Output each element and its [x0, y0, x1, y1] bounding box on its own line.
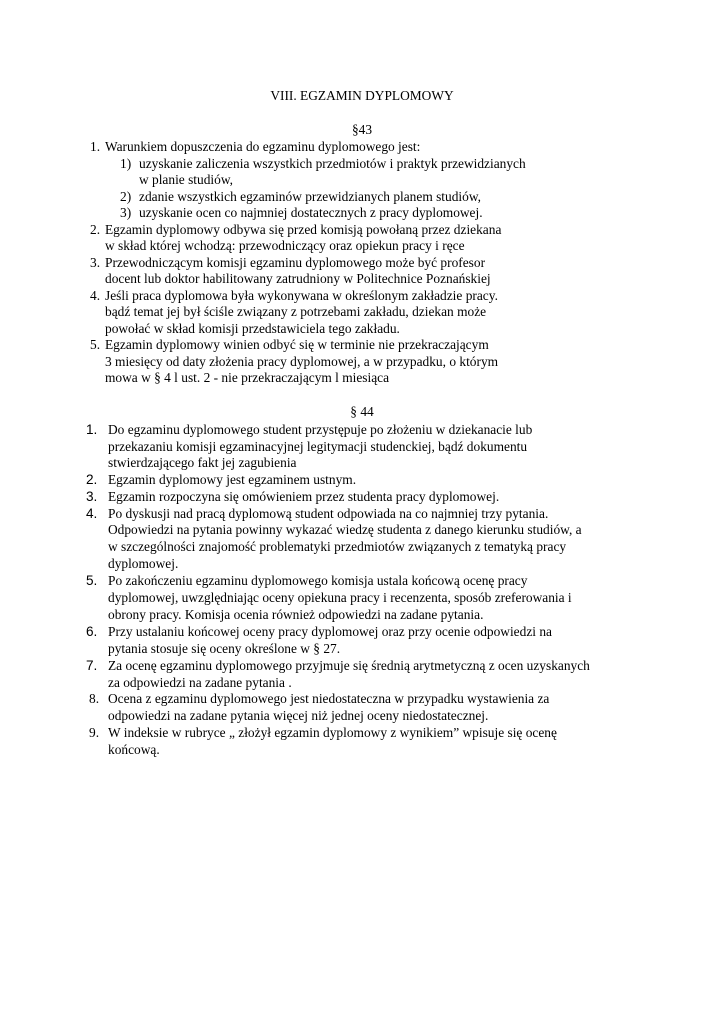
s44-item-7-number: 7. — [86, 658, 98, 673]
s44-item-2-number: 2. — [86, 472, 98, 487]
s44-item-8-line-2: odpowiedzi na zadane pytania więcej niż jednej oceny niedostatecznej. — [108, 708, 489, 723]
s44-item-8-line-1: Ocena z egzaminu dyplomowego jest niedostateczna w przypadku wystawienia za — [108, 691, 550, 706]
s44-item-6-line-1: Przy ustalaniu końcowej oceny pracy dyplomowej oraz przy ocenie odpowiedzi na — [108, 624, 552, 639]
s44-item-3-number: 3. — [86, 489, 98, 504]
s44-item-4-line-2: Odpowiedzi na pytania powinny wykazać wiedzę studenta z danego kierunku studiów, a — [108, 522, 582, 537]
s44-item-4-line-4: dyplomowej. — [108, 556, 179, 571]
s44-item-5-line-2: dyplomowej, uwzględniając oceny opiekuna pracy i recenzenta, sposób zreferowania i — [108, 590, 572, 605]
s43-item-4-line-2: bądź temat jej był ściśle związany z potrzebami zakładu, dziekan może — [105, 304, 487, 319]
s43-item-1-number: 1. — [90, 139, 101, 154]
section-43-heading: §43 — [351, 122, 373, 137]
s44-item-7-line-1: Za ocenę egzaminu dyplomowego przyjmuje się średnią arytmetyczną z ocen uzyskanych — [108, 658, 590, 673]
s43-item-5-line-3: mowa w § 4 l ust. 2 - nie przekraczającym l miesiąca — [105, 370, 390, 385]
s44-item-1-number: 1. — [86, 422, 98, 437]
s44-item-5-line-3: obrony pracy. Komisja ocenia również odpowiedzi na zadane pytania. — [108, 607, 484, 622]
s44-item-9-number: 9. — [89, 725, 100, 740]
s44-item-4-number: 4. — [86, 506, 98, 521]
s43-subitem-3-number: 3) — [120, 205, 132, 220]
s43-item-4-number: 4. — [90, 288, 101, 303]
s44-item-3-line-1: Egzamin rozpoczyna się omówieniem przez studenta pracy dyplomowej. — [108, 489, 500, 504]
s43-item-3-line-2: docent lub doktor habilitowany zatrudniony w Politechnice Poznańskiej — [105, 271, 491, 286]
s43-item-5-line-2: 3 miesięcy od daty złożenia pracy dyplomowej, a w przypadku, o którym — [105, 354, 499, 369]
s43-item-3-number: 3. — [90, 255, 101, 270]
s43-subitem-2-number: 2) — [120, 189, 132, 204]
s44-item-6-line-2: pytania stosuje się oceny określone w § 27. — [108, 641, 341, 656]
s44-item-7-line-2: za odpowiedzi na zadane pytania . — [108, 675, 292, 690]
s43-item-1-line-1: Warunkiem dopuszczenia do egzaminu dyplomowego jest: — [105, 139, 421, 154]
chapter-title: VIII. EGZAMIN DYPLOMOWY — [270, 88, 454, 103]
s44-item-4-line-1: Po dyskusji nad pracą dyplomową student odpowiada na co najmniej trzy pytania. — [108, 506, 549, 521]
s44-item-8-number: 8. — [89, 691, 100, 706]
s44-item-1-line-3: stwierdzającego fakt jej zagubienia — [108, 455, 297, 470]
section-44-heading: § 44 — [350, 404, 374, 419]
s43-subitem-1-line-1: uzyskanie zaliczenia wszystkich przedmiotów i praktyk przewidzianych — [139, 156, 526, 171]
s43-item-5-line-1: Egzamin dyplomowy winien odbyć się w terminie nie przekraczającym — [105, 337, 489, 352]
s44-item-6-number: 6. — [86, 624, 98, 639]
s44-item-5-line-1: Po zakończeniu egzaminu dyplomowego komisja ustala końcową ocenę pracy — [108, 573, 528, 588]
s44-item-9-line-1: W indeksie w rubryce „ złożył egzamin dyplomowy z wynikiem” wpisuje się ocenę — [108, 725, 557, 740]
s44-item-1-line-1: Do egzaminu dyplomowego student przystępuje po złożeniu w dziekanacie lub — [108, 422, 533, 437]
s44-item-5-number: 5. — [86, 573, 98, 588]
s43-subitem-3-line-1: uzyskanie ocen co najmniej dostatecznych z pracy dyplomowej. — [139, 205, 483, 220]
s44-item-9-line-2: końcową. — [108, 742, 160, 757]
s44-item-2-line-1: Egzamin dyplomowy jest egzaminem ustnym. — [108, 472, 357, 487]
s43-item-2-line-2: w skład której wchodzą: przewodniczący oraz opiekun pracy i ręce — [105, 238, 465, 253]
s43-item-5-number: 5. — [90, 337, 101, 352]
s43-item-4-line-3: powołać w skład komisji przedstawiciela tego zakładu. — [105, 321, 400, 336]
s43-item-4-line-1: Jeśli praca dyplomowa była wykonywana w określonym zakładzie pracy. — [105, 288, 498, 303]
s43-item-3-line-1: Przewodniczącym komisji egzaminu dyplomowego może być profesor — [105, 255, 486, 270]
s43-subitem-1-line-2: w planie studiów, — [139, 172, 233, 187]
s44-item-1-line-2: przekazaniu komisji egzaminacyjnej legitymacji studenckiej, bądź dokumentu — [108, 439, 528, 454]
s43-subitem-2-line-1: zdanie wszystkich egzaminów przewidzianych planem studiów, — [139, 189, 481, 204]
s43-item-2-number: 2. — [90, 222, 101, 237]
s43-subitem-1-number: 1) — [120, 156, 132, 171]
s44-item-4-line-3: w szczególności znajomość problematyki przedmiotów związanych z tematyką pracy — [108, 539, 567, 554]
s43-item-2-line-1: Egzamin dyplomowy odbywa się przed komisją powołaną przez dziekana — [105, 222, 502, 237]
